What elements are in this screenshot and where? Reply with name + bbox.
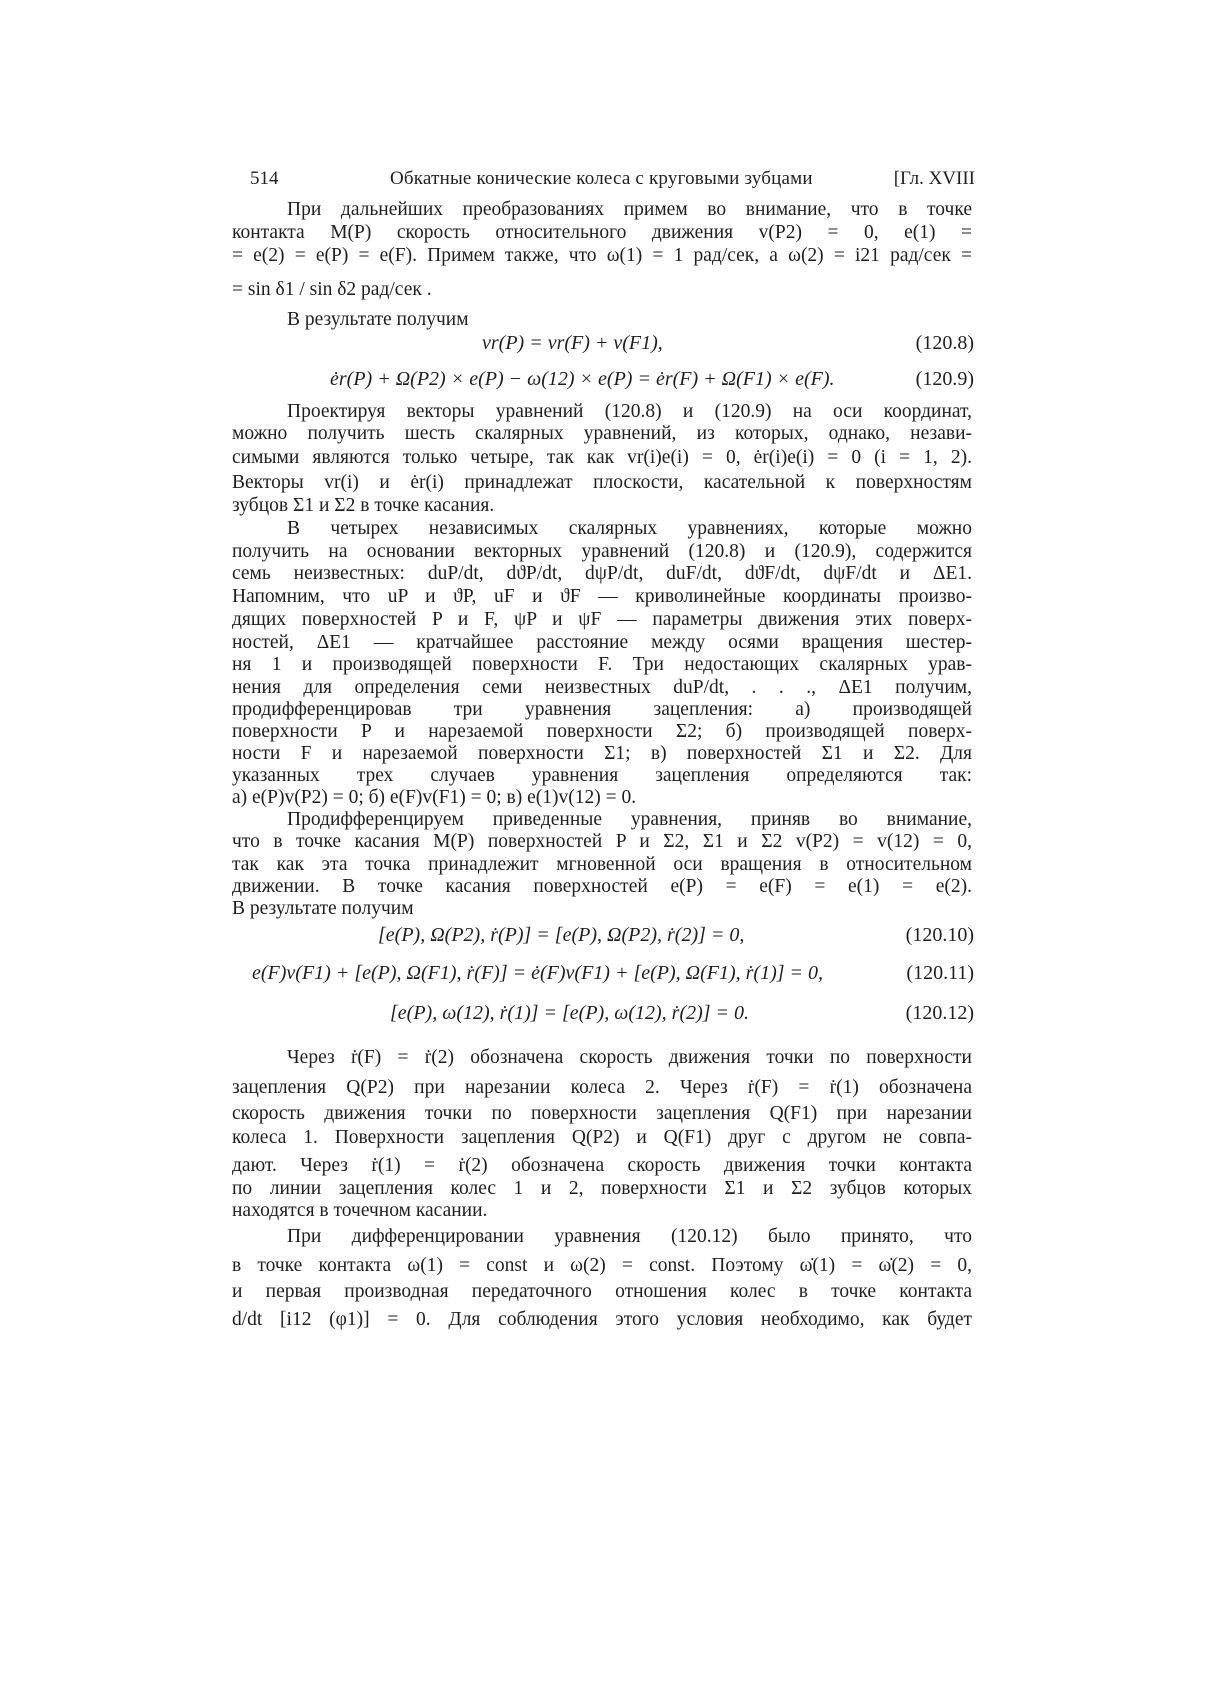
- text-line: = e(2) = e(P) = e(F). Примем также, что ω(1) = 1 рад/сек, а ω(2) = i21 рад/сек =: [232, 245, 972, 266]
- text-line: можно получить шесть скалярных уравнений, из которых, однако, незави-: [232, 423, 972, 444]
- equation-number: (120.9): [915, 368, 974, 390]
- equation: [e(P), ω(12), ṙ(1)] = [e(P), ω(12), ṙ(2)] = 0.: [390, 1002, 750, 1024]
- text-line: = sin δ1 / sin δ2 рад/сек .: [232, 279, 432, 300]
- equation-number: (120.10): [905, 924, 974, 946]
- text-line: контакта M(P) скорость относительного движения v(P2) = 0, e(1) =: [232, 222, 972, 243]
- text-line: дают. Через ṙ(1) = ṙ(2) обозначена скорость движения точки контакта: [232, 1155, 972, 1176]
- equation-number: (120.12): [905, 1002, 974, 1024]
- text-line: зубцов Σ1 и Σ2 в точке касания.: [232, 495, 495, 516]
- text-line: В результате получим: [287, 309, 469, 330]
- text-line: Напомним, что uP и ϑP, uF и ϑF — криволинейные координаты произво-: [232, 586, 972, 607]
- text-line: указанных трех случаев уравнения зацепления определяются так:: [232, 765, 972, 786]
- text-line: получить на основании векторных уравнений (120.8) и (120.9), содержится: [232, 541, 972, 562]
- text-line: Проектируя векторы уравнений (120.8) и (120.9) на оси координат,: [287, 401, 972, 422]
- text-line: скорость движения точки по поверхности зацепления Q(F1) при нарезании: [232, 1103, 972, 1124]
- text-line: ностей, ΔE1 — кратчайшее расстояние между осями вращения шестер-: [232, 632, 972, 653]
- equation-number: (120.8): [915, 332, 974, 354]
- text-line: и первая производная передаточного отношения колес в точке контакта: [232, 1281, 972, 1302]
- text-line: зацепления Q(P2) при нарезании колеса 2. Через ṙ(F) = ṙ(1) обозначена: [232, 1077, 972, 1098]
- text-line: нения для определения семи неизвестных duP/dt, . . ., ΔE1 получим,: [232, 677, 972, 698]
- text-line: d/dt [i12 (φ1)] = 0. Для соблюдения этого условия необходимо, как будет: [232, 1309, 972, 1330]
- text-line: симыми являются только четыре, так как vr(i)e(i) = 0, ėr(i)e(i) = 0 (i = 1, 2).: [232, 447, 972, 468]
- running-header: [250, 168, 975, 192]
- equation: e(F)v(F1) + [e(P), Ω(F1), ṙ(F)] = ė(F)v(F1) + [e(P), Ω(F1), ṙ(1)] = 0,: [252, 962, 824, 984]
- equation: [e(P), Ω(P2), ṙ(P)] = [e(P), Ω(P2), ṙ(2)] = 0,: [378, 924, 745, 946]
- text-line: по линии зацепления колес 1 и 2, поверхности Σ1 и Σ2 зубцов которых: [232, 1178, 972, 1199]
- text-line: Векторы vr(i) и ėr(i) принадлежат плоскости, касательной к поверхностям: [232, 472, 972, 493]
- page-number: 514: [250, 168, 279, 189]
- text-line: продифференцировав три уравнения зацепления: а) производящей: [232, 699, 972, 720]
- text-line: Через ṙ(F) = ṙ(2) обозначена скорость движения точки по поверхности: [287, 1047, 972, 1068]
- text-line: дящих поверхностей P и F, ψP и ψF — параметры движения этих поверх-: [232, 609, 972, 630]
- running-title: Обкатные конические колеса с круговыми зубцами: [390, 168, 813, 189]
- text-line: Продифференцируем приведенные уравнения, приняв во внимание,: [287, 809, 972, 830]
- text-line: а) e(P)v(P2) = 0; б) e(F)v(F1) = 0; в) e(1)v(12) = 0.: [232, 787, 637, 808]
- text-line: что в точке касания M(P) поверхностей P и Σ2, Σ1 и Σ2 v(P2) = v(12) = 0,: [232, 831, 972, 852]
- text-line: движении. В точке касания поверхностей e(P) = e(F) = e(1) = e(2).: [232, 876, 972, 897]
- text-line: находятся в точечном касании.: [232, 1200, 488, 1221]
- text-line: ности F и нарезаемой поверхности Σ1; в) поверхностей Σ1 и Σ2. Для: [232, 743, 972, 764]
- equation: ėr(P) + Ω(P2) × e(P) − ω(12) × e(P) = ėr(F) + Ω(F1) × e(F).: [330, 368, 835, 390]
- chapter-label: [Гл. XVIII: [893, 168, 975, 189]
- text-line: так как эта точка принадлежит мгновенной оси вращения в относительном: [232, 854, 972, 875]
- equation: vr(P) = vr(F) + v(F1),: [482, 332, 663, 354]
- text-line: При дифференцировании уравнения (120.12) было принято, что: [287, 1226, 972, 1247]
- text-line: ня 1 и производящей поверхности F. Три недостающих скалярных урав-: [232, 654, 972, 675]
- text-line: колеса 1. Поверхности зацепления Q(P2) и Q(F1) друг с другом не совпа-: [232, 1127, 972, 1148]
- text-line: в точке контакта ω(1) = const и ω(2) = const. Поэтому ω̇(1) = ω̇(2) = 0,: [232, 1255, 972, 1276]
- equation-number: (120.11): [906, 962, 974, 984]
- text-line: При дальнейших преобразованиях примем во внимание, что в точке: [287, 199, 972, 220]
- text-line: В результате получим: [232, 898, 414, 919]
- text-line: семь неизвестных: duP/dt, dϑP/dt, dψP/dt, duF/dt, dϑF/dt, dψF/dt и ΔE1.: [232, 563, 972, 584]
- text-line: В четырех независимых скалярных уравнениях, которые можно: [287, 518, 972, 539]
- text-line: поверхности P и нарезаемой поверхности Σ2; б) производящей поверх-: [232, 721, 972, 742]
